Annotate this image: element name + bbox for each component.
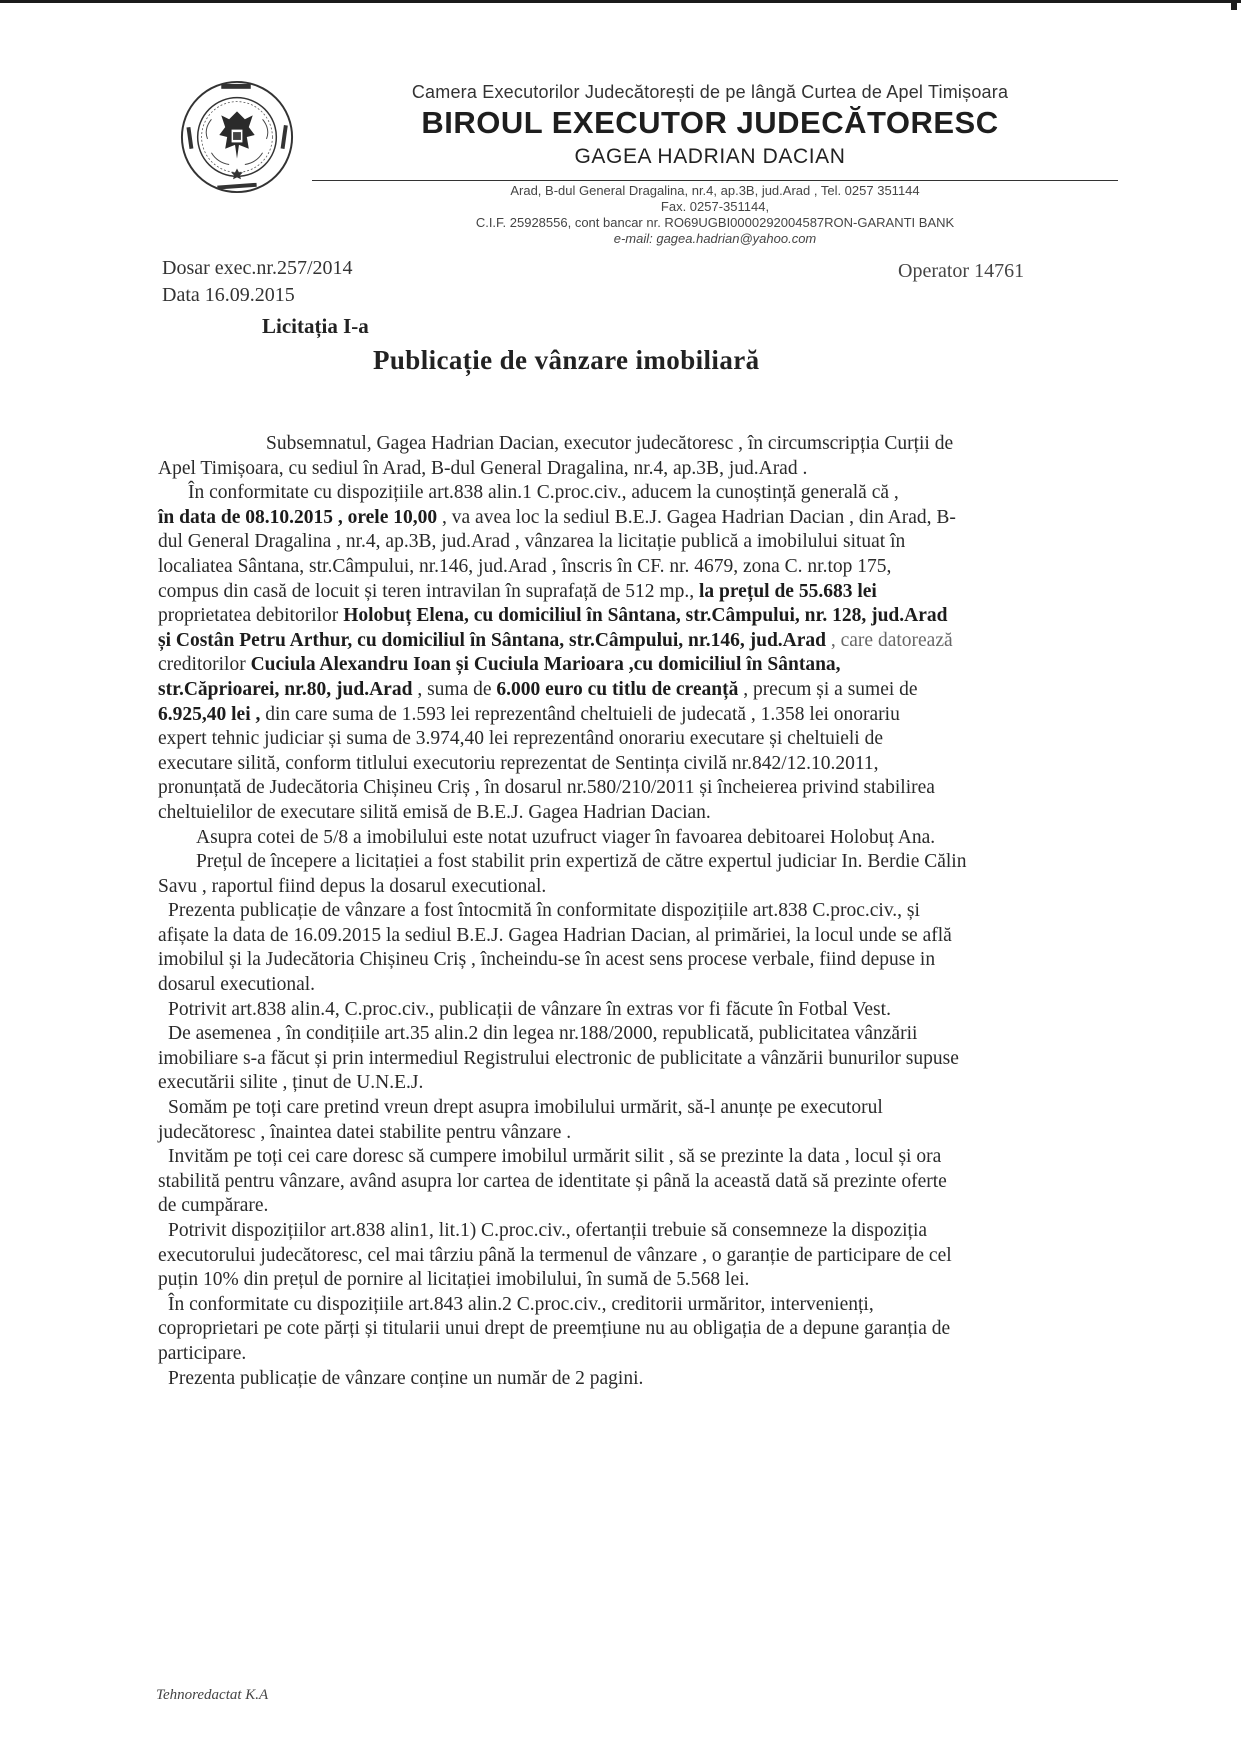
creditors: Cuciula Alexandru Ioan și Cuciula Marioara ,cu domiciliul în Sântana,	[250, 654, 841, 676]
scan-top-border	[0, 0, 1241, 3]
body-line: Prețul de începere a licitației a fost stabilit prin expertiză de către expertul judiciar In. Berdie Călin	[196, 851, 967, 873]
typist-note: Tehnoredactat K.A	[156, 1687, 269, 1703]
body-line: cheltuielilor de executare silită emisă de B.E.J. Gagea Hadrian Dacian.	[158, 801, 711, 823]
official-seal-icon	[178, 78, 296, 196]
letterhead-divider	[312, 180, 1118, 181]
body-line: În conformitate cu dispozițiile art.838 alin.1 C.proc.civ., aducem la cunoștință generală că ,	[188, 482, 899, 504]
body-line: Subsemnatul, Gagea Hadrian Dacian, executor judecătoresc , în circumscripția Curții de	[266, 433, 954, 454]
body-line: Somăm pe toți care pretind vreun drept asupra imobilului urmărit, să-l anunțe pe executorul	[168, 1097, 883, 1119]
body-line: imobiliare s-a făcut și prin intermediul Registrului electronic de publicitate a vânzării bunurilor supuse	[158, 1047, 959, 1069]
body-line: de cumpărare.	[158, 1195, 269, 1217]
body-line: dosarul executional.	[158, 974, 316, 996]
creditors-address: str.Căprioarei, nr.80, jud.Arad	[158, 678, 413, 700]
body-line: afișate la data de 16.09.2015 la sediul B.E.J. Gagea Hadrian Dacian, al primăriei, la locul unde se află	[158, 924, 952, 946]
body-line: Apel Timișoara, cu sediul în Arad, B-dul General Dragalina, nr.4, ap.3B, jud.Arad .	[158, 457, 808, 479]
body-line: creditorilor Cuciula Alexandru Ioan și Cuciula Marioara ,cu domiciliul în Sântana,	[158, 654, 841, 676]
body-line: stabilită pentru vânzare, având asupra lor cartea de identitate și până la această dată să prezinte oferte	[158, 1170, 947, 1192]
body-line: În conformitate cu dispozițiile art.843 alin.2 C.proc.civ., creditorii urmăritor, intervenienți,	[168, 1293, 874, 1315]
body-line: imobilul și la Judecătoria Chișineu Criș , încheindu-se în acest sens procese verbale, fiind depuse in	[158, 949, 936, 971]
body-line: Potrivit dispozițiilor art.838 alin1, lit.1) C.proc.civ., ofertanții trebuie să consemneze la dispoziția	[168, 1220, 928, 1241]
document-body	[158, 432, 1188, 1391]
body-line: Prezenta publicație de vânzare conține un număr de 2 pagini.	[168, 1367, 644, 1389]
body-line: Invităm pe toți cei care doresc să cumpere imobilul urmărit silit , să se prezinte la data , locul și ora	[168, 1146, 942, 1168]
body-line: executare silită, conform titlului executoriu reprezentat de Sentința civilă nr.842/12.10.2011,	[158, 752, 879, 774]
chamber-name: Camera Executorilor Judecătorești de pe lângă Curtea de Apel Timișoara	[411, 82, 1009, 102]
body-line: executorului judecătoresc, cel mai târziu până la termenul de vânzare , o garanție de participare de cel	[158, 1244, 952, 1266]
body-line: pronunțată de Judecătoria Chișineu Criș , în dosarul nr.580/210/2011 și încheierea privind stabilirea	[158, 777, 935, 799]
body-line: localiatea Sântana, str.Câmpului, nr.146, jud.Arad , înscris în CF. nr. 4679, zona C. nr.top 175,	[158, 555, 892, 577]
contact-block	[312, 183, 1118, 247]
contact-email: e-mail: gagea.hadrian@yahoo.com	[613, 231, 817, 246]
body-line: str.Căprioarei, nr.80, jud.Arad , suma de 6.000 euro cu titlu de creanță , precum și a sumei de	[158, 678, 918, 700]
body-line: participare.	[158, 1342, 247, 1364]
body-line: dul General Dragalina , nr.4, ap.3B, jud.Arad , vânzarea la licitație publică a imobilului situat în	[158, 531, 906, 553]
body-line: în data de 08.10.2015 , orele 10,00 , va avea loc la sediul B.E.J. Gagea Hadrian Dacian , din Arad, B-	[158, 506, 956, 528]
case-number: Dosar exec.nr.257/2014	[162, 257, 353, 279]
body-line: Potrivit art.838 alin.4, C.proc.civ., publicații de vânzare în extras vor fi făcute în Fotbal Vest.	[168, 998, 891, 1020]
letterhead	[300, 82, 1120, 169]
office-name: BIROUL EXECUTOR JUDECĂTORESC	[421, 105, 999, 140]
starting-price: la prețul de 55.683 lei	[698, 580, 877, 602]
body-line: executării silite , ținut de U.N.E.J.	[158, 1072, 424, 1094]
body-line: compus din casă de locuit și teren intravilan în suprafață de 512 mp., la prețul de 55.683 lei	[158, 580, 877, 602]
debtor-1: Holobuț Elena, cu domiciliul în Sântana, str.Câmpului, nr. 128, jud.Arad	[343, 605, 948, 627]
body-line: judecătoresc , înaintea datei stabilite pentru vânzare .	[158, 1121, 572, 1143]
body-line: puțin 10% din prețul de pornire al licitației imobilului, în sumă de 5.568 lei.	[158, 1269, 750, 1291]
total-sum: 6.925,40 lei ,	[158, 703, 261, 725]
auction-round: Licitația I-a	[262, 314, 369, 338]
operator-number: Operator 14761	[898, 260, 1025, 282]
document-date: Data 16.09.2015	[162, 284, 295, 306]
debtor-2: și Costân Petru Arthur, cu domiciliul în Sântana, str.Câmpului, nr.146, jud.Arad	[158, 629, 826, 651]
contact-fax: Fax. 0257-351144,	[660, 199, 770, 214]
scan-corner-mark	[1231, 0, 1237, 10]
body-line: De asemenea , în condițiile art.35 alin.2 din legea nr.188/2000, republicată, publicitatea vânzării	[168, 1023, 918, 1045]
body-line: Asupra cotei de 5/8 a imobilului este notat uzufruct viager în favoarea debitoarei Holobuț Ana.	[196, 826, 936, 848]
executor-name: GAGEA HADRIAN DACIAN	[574, 145, 846, 168]
body-line: și Costân Petru Arthur, cu domiciliul în Sântana, str.Câmpului, nr.146, jud.Arad , care datorează	[158, 629, 953, 651]
body-line: proprietatea debitorilor Holobuț Elena, cu domiciliul în Sântana, str.Câmpului, nr. 128, jud.Arad	[158, 605, 948, 627]
body-line: Prezenta publicație de vânzare a fost întocmită în conformitate dispozițiile art.838 C.proc.civ., și	[168, 900, 920, 922]
body-line: Savu , raportul fiind depus la dosarul executional.	[158, 875, 547, 897]
claim-amount: 6.000 euro cu titlu de creanță	[496, 678, 739, 700]
contact-cif: C.I.F. 25928556, cont bancar nr. RO69UGBI0000292004587RON-GARANTI BANK	[475, 215, 955, 230]
body-line: coproprietari pe cote părți și titularii unui drept de preemțiune nu au obligația de a depune garanția de	[158, 1318, 951, 1340]
auction-date: în data de 08.10.2015 , orele 10,00	[158, 506, 438, 528]
document-title: Publicație de vânzare imobiliară	[373, 345, 760, 375]
contact-address: Arad, B-dul General Dragalina, nr.4, ap.3B, jud.Arad , Tel. 0257 351144	[510, 183, 920, 198]
body-line: expert tehnic judiciar și suma de 3.974,40 lei reprezentând onorariu executare și cheltuieli de	[158, 728, 884, 750]
body-line: 6.925,40 lei , din care suma de 1.593 lei reprezentând cheltuieli de judecată , 1.358 lei onorariu	[158, 703, 900, 725]
